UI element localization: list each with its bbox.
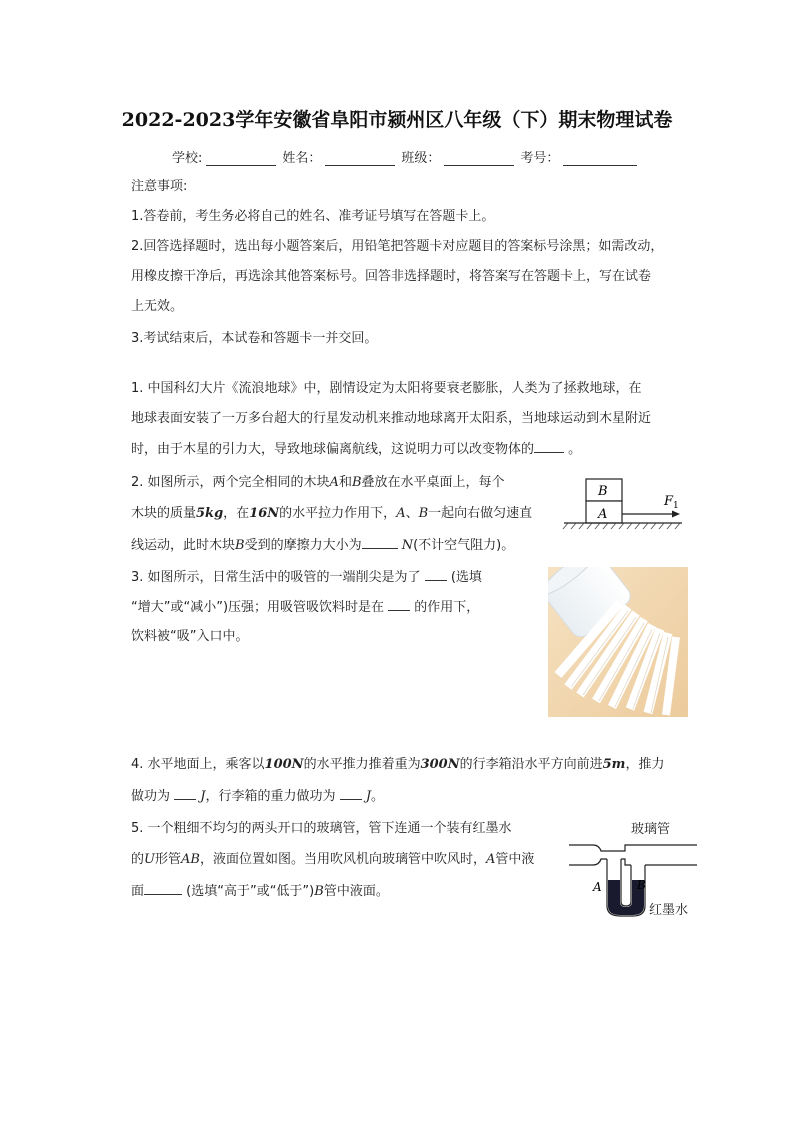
q5-answer-blank[interactable] [144, 882, 182, 895]
q2-text-g: 、 [405, 506, 419, 521]
q4-text-a: 4. 水平地面上，乘客以 [131, 757, 265, 772]
q2-line-3 [131, 536, 514, 555]
q3-text-c: “增大”或“减小”)压强；用吸管吸饮料时是在 [131, 600, 385, 615]
q5-text-a: 的 [131, 852, 145, 867]
exam-title: 2022-2023学年安徽省阜阳市颍州区八年级（下）期末物理试卷 [121, 109, 673, 131]
fig-label-f: F [664, 494, 674, 509]
q2-text-f: 的水平拉力作用下， [279, 506, 397, 521]
tube-bottom-wall [569, 859, 697, 865]
q4-push-force: 100N [264, 757, 304, 772]
q5-tube-figure [565, 818, 705, 920]
q1-end: 。 [564, 442, 582, 457]
fig-label-b: B [637, 878, 646, 892]
q1-answer-blank[interactable] [534, 440, 564, 453]
fig-label-glass-tube: 玻璃管 [631, 822, 671, 837]
straws-photo [548, 567, 688, 717]
q3-line-2 [131, 598, 479, 617]
q1-line-1: 1. 中国科幻大片《流浪地球》中，剧情设定为太阳将要衰老膨胀，人类为了拯救地球，在 [131, 381, 642, 396]
q2-answer-blank[interactable] [362, 536, 398, 549]
q5-text-b: 形管 [154, 852, 181, 867]
student-info-row [172, 147, 643, 166]
q2-text-c: 叠放在水平桌面上，每个 [361, 475, 505, 490]
fig-label-b: B [598, 484, 608, 499]
q2-mass: 5kg [196, 506, 224, 521]
q3-answer-blank-2[interactable] [388, 598, 410, 611]
q1-line-2: 地球表面安装了一万多台超大的行星发动机来推动地球离开太阳系，当地球运动到木星附近 [131, 411, 652, 426]
notice-item-2-line-2: 用橡皮擦干净后，再选涂其他答案标号。回答非选择题时，将答案写在答题卡上，写在试卷 [131, 269, 652, 284]
q4-weight: 300N [420, 757, 460, 772]
q3-line-1 [131, 568, 482, 587]
notice-heading: 注意事项: [131, 179, 188, 194]
q5-line-3 [131, 882, 389, 901]
q2-text-i: 线运动，此时木块 [131, 538, 236, 553]
q4-line-2 [131, 787, 384, 806]
fig-label-a: A [598, 507, 608, 522]
q2-line-2 [131, 505, 532, 523]
q5-var-a: A [485, 852, 496, 867]
q4-text-c: 的行李箱沿水平方向前进 [459, 757, 603, 772]
school-label: 学校: [172, 151, 203, 166]
q4-unit-1: J [200, 789, 206, 804]
name-blank[interactable] [325, 151, 395, 166]
fig-label-f-sub: 1 [673, 501, 679, 511]
q4-line-1 [131, 756, 664, 774]
fig-label-red-ink: 红墨水 [649, 903, 689, 918]
q2-text-a: 2. 如图所示，两个完全相同的木块 [131, 475, 330, 490]
q2-blocks-figure [560, 476, 684, 532]
q5-line-1: 5. 一个粗细不均匀的两头开口的玻璃管，管下连通一个装有红墨水 [131, 821, 512, 836]
q4-answer-blank-2[interactable] [340, 787, 362, 800]
q5-text-g: 管中液面。 [323, 884, 389, 899]
arrow-head-icon [672, 511, 680, 518]
class-blank[interactable] [444, 151, 514, 166]
q4-text-e: 做功为 [131, 789, 171, 804]
q4-unit-2: J [365, 789, 372, 804]
q3-text-d: 的作用下， [414, 600, 480, 615]
q2-force: 16N [249, 506, 280, 521]
q2-text-d: 木块的质量 [131, 506, 197, 521]
q4-distance: 5m [602, 757, 626, 772]
notice-item-1: 1.答卷前，考生务必将自己的姓名、准考证号填写在答题卡上。 [131, 209, 495, 224]
q5-text-d: 管中液 [495, 852, 535, 867]
table-hatching [563, 523, 680, 529]
q2-text-e: ，在 [223, 506, 250, 521]
q2-line-1 [131, 474, 505, 492]
q3-text-b: (选填 [450, 570, 482, 585]
notice-item-2-line-1: 2.回答选择题时，选出每小题答案后，用铅笔把答题卡对应题目的答案标号涂黑；如需改动， [131, 239, 664, 254]
q4-text-f: ，行李箱的重力做功为 [205, 789, 336, 804]
q5-line-2 [131, 851, 534, 869]
q4-text-d: ，推力 [625, 757, 665, 772]
q5-text-f: (选填“高于”或“低于”) [186, 884, 315, 899]
q4-answer-blank-1[interactable] [174, 787, 196, 800]
q1-line-3 [131, 440, 581, 459]
exam-no-blank[interactable] [563, 151, 637, 166]
q5-var-u: U [144, 852, 155, 867]
q3-line-3: 饮料被“吸”入口中。 [131, 629, 249, 644]
q5-text-c: ，液面位置如图。当用吹风机向玻璃管中吹风时， [199, 852, 486, 867]
notice-item-2-line-3: 上无效。 [131, 299, 184, 314]
q2-var-a: A [329, 475, 339, 490]
q2-var-b-3: B [235, 538, 245, 553]
q2-text-h: 一起向右做匀速直 [428, 506, 533, 521]
tube-top-wall [569, 845, 697, 851]
q2-var-b-2: B [418, 506, 429, 521]
q4-text-g: 。 [371, 789, 385, 804]
q2-text-j: 受到的摩擦力大小为 [244, 538, 362, 553]
exam-no-label: 考号： [520, 151, 560, 166]
q5-var-ab: AB [181, 852, 200, 867]
fig-label-a: A [593, 880, 602, 894]
q5-text-e: 面 [131, 884, 145, 899]
q2-unit: N [401, 538, 414, 553]
class-label: 班级： [401, 151, 441, 166]
q1-text: 时，由于木星的引力大，导致地球偏离航线，这说明力可以改变物体的 [131, 442, 535, 457]
q2-text-b: 和 [338, 475, 352, 490]
notice-item-3: 3.考试结束后，本试卷和答题卡一并交回。 [131, 331, 378, 346]
q3-answer-blank-1[interactable] [425, 568, 447, 581]
q3-text-a: 3. 如图所示，日常生活中的吸管的一端削尖是为了 [131, 570, 421, 585]
q2-var-a-2: A [396, 506, 406, 521]
q5-var-b: B [314, 884, 324, 899]
u-tube-inner [621, 859, 631, 906]
name-label: 姓名： [282, 151, 322, 166]
q2-var-b: B [351, 475, 362, 490]
q4-text-b: 的水平推力推着重为 [303, 757, 421, 772]
school-blank[interactable] [206, 151, 276, 166]
q2-text-k: (不计空气阻力)。 [413, 538, 515, 553]
